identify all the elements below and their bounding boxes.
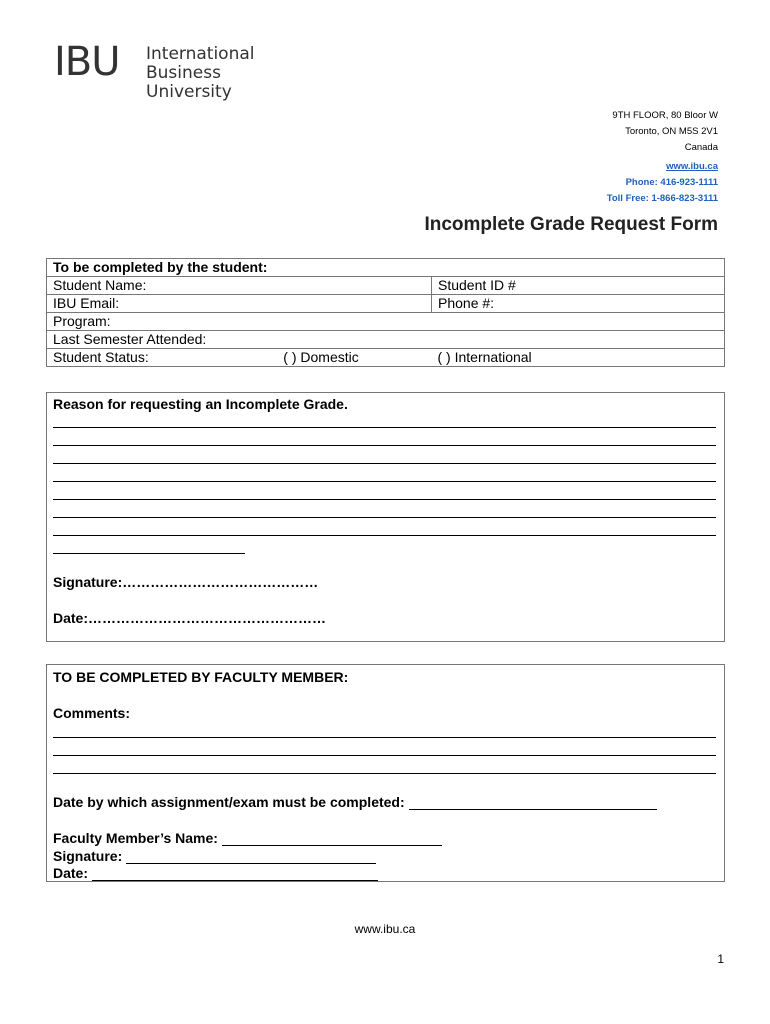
phone-field[interactable]: Phone #: [432, 295, 725, 313]
signature-field[interactable]: Signature:…………………………………… [53, 574, 319, 590]
comments-line[interactable] [53, 755, 716, 756]
student-section-heading: To be completed by the student: [47, 259, 725, 277]
address-line-1: 9TH FLOOR, 80 Bloor W [612, 110, 718, 121]
faculty-signature-blank[interactable] [126, 849, 376, 864]
faculty-name-blank[interactable] [222, 831, 442, 846]
reason-line[interactable] [53, 445, 716, 446]
reason-line[interactable] [53, 427, 716, 428]
deadline-blank[interactable] [409, 795, 657, 810]
address-line-2: Toronto, ON M5S 2V1 [625, 126, 718, 137]
reason-section [46, 392, 725, 642]
domestic-option[interactable]: ( ) Domestic [277, 349, 431, 367]
reason-line-short[interactable] [53, 553, 245, 554]
ibu-email-field[interactable]: IBU Email: [47, 295, 432, 313]
faculty-date-label: Date: [53, 865, 89, 881]
international-option[interactable]: ( ) International [432, 349, 725, 367]
faculty-date-blank[interactable] [92, 866, 378, 881]
faculty-date-row [53, 865, 378, 881]
logo-abbreviation: IBU [54, 39, 120, 85]
faculty-signature-row [53, 848, 376, 864]
reason-line[interactable] [53, 517, 716, 518]
date-field[interactable]: Date:…………………………………………… [53, 610, 327, 626]
student-info-table [46, 258, 725, 367]
faculty-name-row [53, 830, 442, 846]
reason-line[interactable] [53, 499, 716, 500]
logo-line-3: University [146, 82, 232, 102]
reason-line[interactable] [53, 535, 716, 536]
reason-heading: Reason for requesting an Incomplete Grade. [53, 396, 348, 412]
website-link[interactable]: www.ibu.ca [666, 161, 718, 172]
logo-line-2: Business [146, 63, 221, 83]
last-semester-field[interactable]: Last Semester Attended: [47, 331, 725, 349]
page-number: 1 [717, 952, 724, 966]
faculty-name-label: Faculty Member’s Name: [53, 830, 218, 846]
faculty-heading: TO BE COMPLETED BY FACULTY MEMBER: [53, 669, 349, 685]
address-line-3: Canada [684, 142, 718, 153]
logo-line-1: International [146, 44, 255, 64]
form-title: Incomplete Grade Request Form [424, 214, 718, 235]
reason-line[interactable] [53, 463, 716, 464]
comments-line[interactable] [53, 773, 716, 774]
student-status-label: Student Status: [47, 349, 278, 367]
comments-label: Comments: [53, 705, 131, 721]
logo-university-name [146, 45, 255, 102]
faculty-signature-label: Signature: [53, 848, 123, 864]
address-block [607, 108, 718, 207]
deadline-label: Date by which assignment/exam must be completed: [53, 794, 405, 810]
student-name-field[interactable]: Student Name: [47, 277, 432, 295]
phone-number: Phone: 416-923-1111 [625, 177, 718, 188]
deadline-row [53, 794, 657, 810]
faculty-section [46, 664, 725, 882]
footer-website: www.ibu.ca [354, 922, 416, 936]
program-field[interactable]: Program: [47, 313, 725, 331]
student-id-field[interactable]: Student ID # [432, 277, 725, 295]
toll-free-number: Toll Free: 1-866-823-3111 [606, 193, 718, 204]
comments-line[interactable] [53, 737, 716, 738]
reason-line[interactable] [53, 481, 716, 482]
